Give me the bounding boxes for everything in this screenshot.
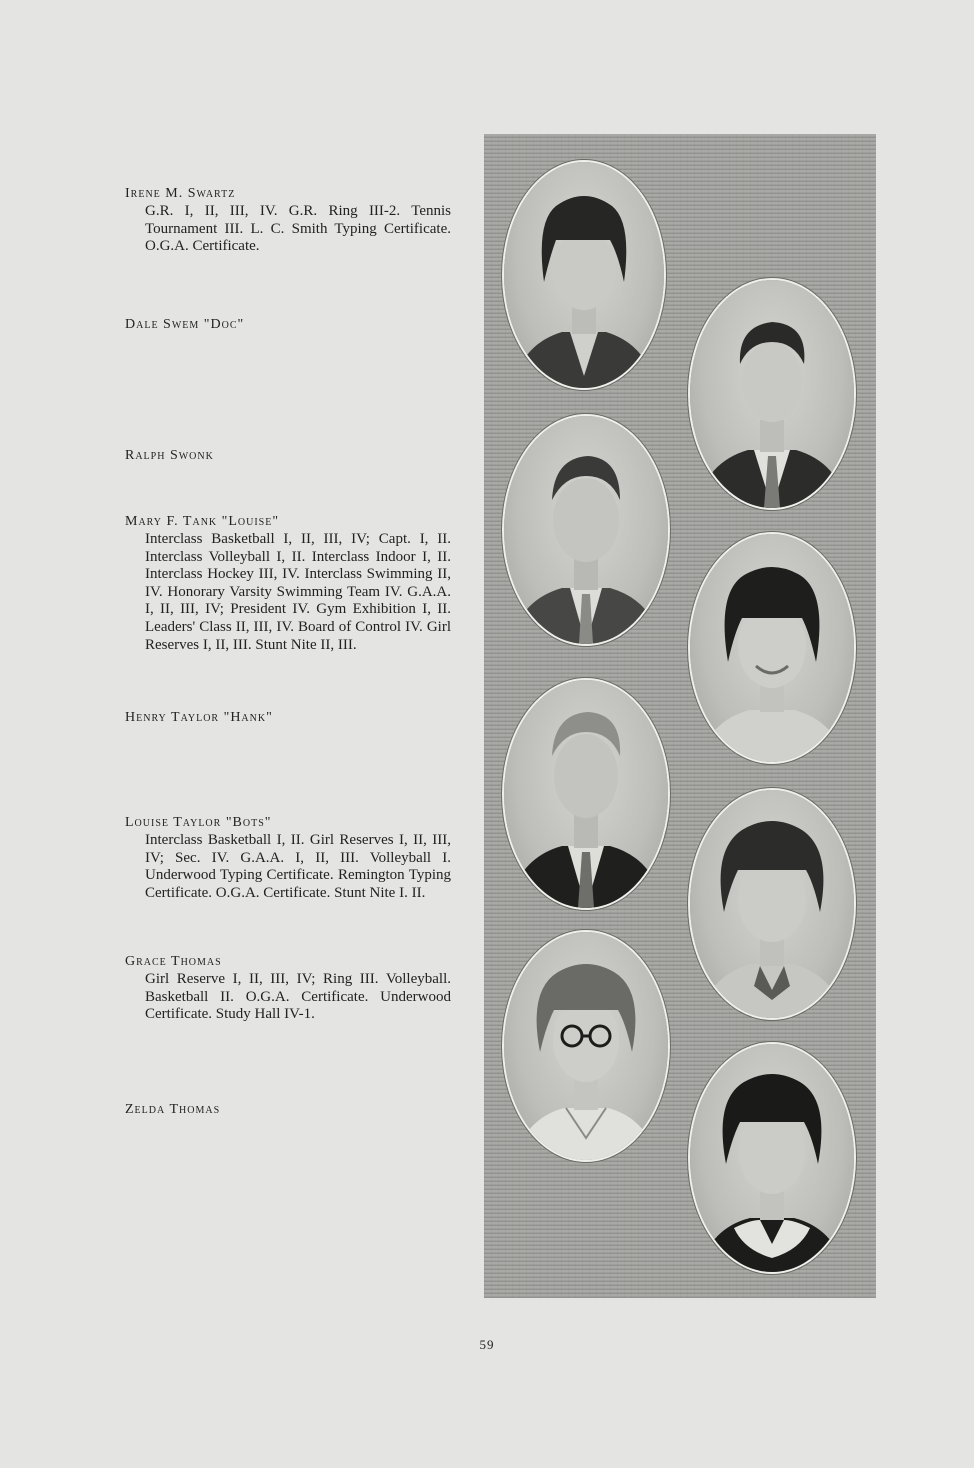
student-name: Henry Taylor "Hank"	[125, 710, 273, 725]
student-name: Ralph Swonk	[125, 448, 214, 463]
portrait-dale-swem	[690, 280, 854, 508]
student-activities: Girl Reserve I, II, III, IV; Ring III. Volleyball. Basketball II. O.G.A. Certificate. Underwood Certificate. Study Hall IV-1.	[145, 971, 451, 1023]
portrait-photo	[690, 534, 854, 762]
student-name: Grace Thomas	[125, 954, 222, 969]
student-name: Mary F. Tank "Louise"	[125, 514, 280, 529]
portrait-photo	[504, 416, 668, 644]
portrait-mary-tank	[690, 534, 854, 762]
student-entry-dale-swem	[125, 316, 451, 334]
student-entry-grace-thomas	[125, 953, 451, 1024]
student-name: Zelda Thomas	[125, 1102, 221, 1117]
portrait-ralph-swonk	[504, 416, 668, 644]
student-activities: Interclass Basketball I, II, III, IV; Capt. I, II. Interclass Volleyball I, II. Interclass Indoor I, II. Interclass Hockey III, IV. Interclass Swimming II, IV. Honorary Varsity Swimming Team IV. G.A.A. I, II, III, IV; President IV. Gym Exhibition I, II. Leaders' Class II, III, IV. Board of Control IV. Girl Reserves I, II, III. Stunt Nite II, III.	[145, 531, 451, 653]
portrait-grace-thomas	[504, 932, 668, 1160]
student-entry-irene-swartz	[125, 185, 451, 256]
student-entry-zelda-thomas	[125, 1101, 451, 1119]
student-entry-louise-taylor	[125, 814, 451, 902]
student-entry-ralph-swonk	[125, 447, 451, 465]
portrait-photo	[504, 680, 668, 908]
portrait-henry-taylor	[504, 680, 668, 908]
portrait-panel	[484, 134, 876, 1298]
student-entry-henry-taylor	[125, 709, 451, 727]
portrait-photo	[690, 790, 854, 1018]
portrait-photo	[504, 932, 668, 1160]
student-name: Louise Taylor "Bots"	[125, 815, 272, 830]
portrait-photo	[690, 280, 854, 508]
student-name: Irene M. Swartz	[125, 186, 236, 201]
student-activities: G.R. I, II, III, IV. G.R. Ring III-2. Tennis Tournament III. L. C. Smith Typing Certificate. O.G.A. Certificate.	[145, 203, 451, 255]
portrait-zelda-thomas	[690, 1044, 854, 1272]
portrait-louise-taylor	[690, 790, 854, 1018]
portrait-photo	[504, 162, 664, 388]
portrait-photo	[690, 1044, 854, 1272]
portrait-irene-swartz	[504, 162, 664, 388]
student-activities: Interclass Basketball I, II. Girl Reserves I, II, III, IV; Sec. IV. G.A.A. I, II, III. Volleyball I. Underwood Typing Certificate. Remington Typing Certificate. O.G.A. Certificate. Stunt Nite I. II.	[145, 832, 451, 901]
student-name: Dale Swem "Doc"	[125, 317, 245, 332]
student-entry-mary-tank	[125, 513, 451, 654]
page-number: 59	[479, 1337, 495, 1352]
